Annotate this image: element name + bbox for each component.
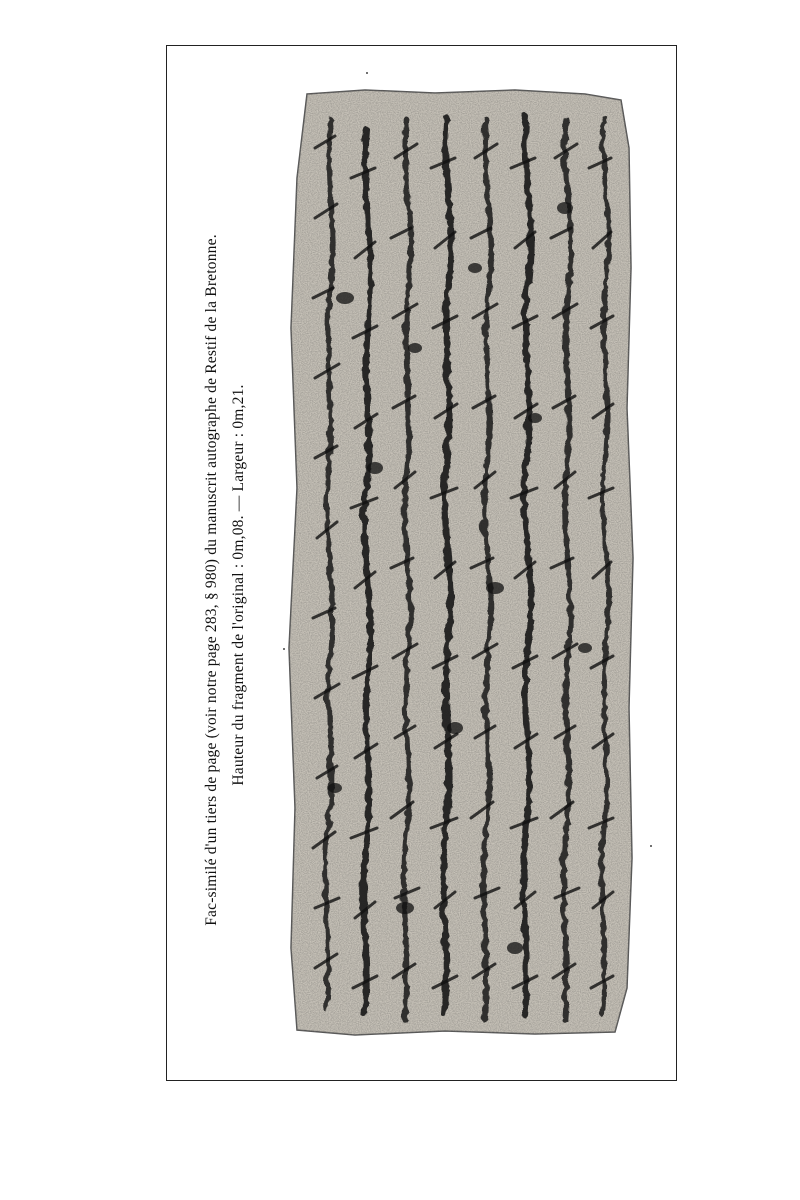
figure-dimensions: Hauteur du fragment de l'original : 0m,08. — Largeur : 0m,21. xyxy=(230,384,247,786)
figure-caption: Fac-similé d'un tiers de page (voir notre page 283, § 980) du manuscrit autographe de Restif de la Bretonne. xyxy=(203,234,220,926)
print-speck xyxy=(366,72,368,74)
print-speck xyxy=(283,648,285,650)
manuscript-fragment-icon xyxy=(285,88,637,1038)
print-speck xyxy=(650,845,652,847)
manuscript-fragment-image xyxy=(285,88,637,1038)
